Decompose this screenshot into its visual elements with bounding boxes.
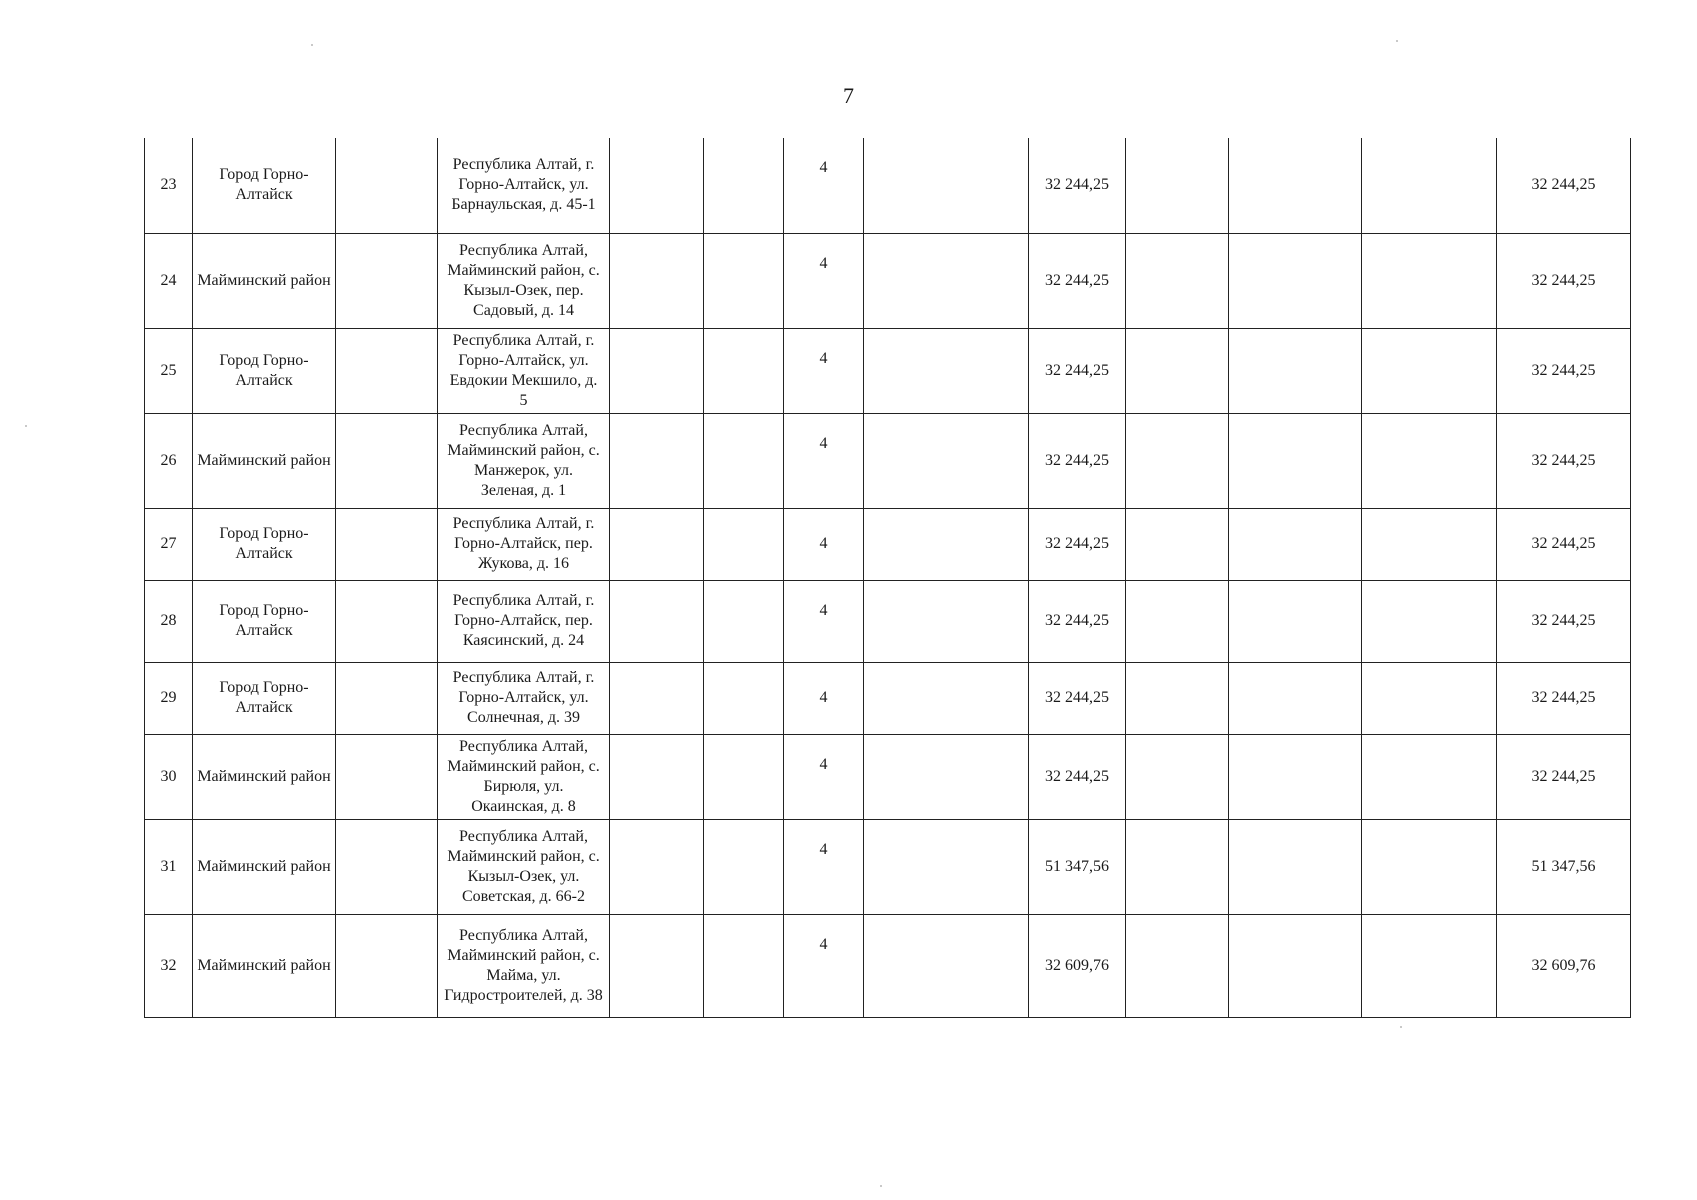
- table-row: [145, 662, 1631, 734]
- empty-cell: [610, 914, 704, 1017]
- address-cell: Республика Алтай, Майминский район, с. Кызыл-Озек, ул. Советская, д. 66-2: [438, 819, 610, 914]
- empty-cell: [864, 328, 1029, 413]
- empty-cell: [610, 819, 704, 914]
- municipality-cell: Город Горно-Алтайск: [193, 138, 336, 233]
- empty-cell: [864, 138, 1029, 233]
- table-row: [145, 328, 1631, 413]
- empty-cell: [1229, 819, 1362, 914]
- empty-cell: [1126, 233, 1229, 328]
- empty-cell: [1229, 662, 1362, 734]
- empty-cell: [704, 328, 784, 413]
- empty-cell: [704, 662, 784, 734]
- count-cell: 4: [784, 914, 864, 1017]
- total-cell: 32 244,25: [1497, 138, 1631, 233]
- empty-cell: [704, 580, 784, 662]
- address-cell: Республика Алтай, Майминский район, с. Кызыл-Озек, пер. Садовый, д. 14: [438, 233, 610, 328]
- scan-speck: [25, 425, 27, 427]
- scan-speck: [311, 44, 313, 46]
- row-index: 31: [145, 819, 193, 914]
- empty-cell: [1362, 508, 1497, 580]
- empty-cell: [704, 914, 784, 1017]
- total-cell: 32 244,25: [1497, 734, 1631, 819]
- total-cell: 32 244,25: [1497, 662, 1631, 734]
- row-index: 23: [145, 138, 193, 233]
- row-index: 30: [145, 734, 193, 819]
- empty-cell: [1229, 138, 1362, 233]
- table-row: [145, 914, 1631, 1017]
- table-row: [145, 413, 1631, 508]
- count-cell: 4: [784, 662, 864, 734]
- empty-cell: [864, 819, 1029, 914]
- empty-cell: [1362, 734, 1497, 819]
- address-cell: Республика Алтай, г. Горно-Алтайск, ул. Евдокии Мекшило, д. 5: [438, 328, 610, 413]
- empty-cell: [336, 138, 438, 233]
- empty-cell: [1126, 508, 1229, 580]
- empty-cell: [864, 508, 1029, 580]
- empty-cell: [610, 662, 704, 734]
- row-index: 32: [145, 914, 193, 1017]
- address-cell: Республика Алтай, Майминский район, с. Майма, ул. Гидростроителей, д. 38: [438, 914, 610, 1017]
- empty-cell: [610, 413, 704, 508]
- empty-cell: [610, 734, 704, 819]
- empty-cell: [704, 233, 784, 328]
- municipality-cell: Майминский район: [193, 914, 336, 1017]
- total-cell: 32 244,25: [1497, 580, 1631, 662]
- count-cell: 4: [784, 734, 864, 819]
- row-index: 29: [145, 662, 193, 734]
- empty-cell: [336, 508, 438, 580]
- municipality-cell: Майминский район: [193, 233, 336, 328]
- address-cell: Республика Алтай, Майминский район, с. Манжерок, ул. Зеленая, д. 1: [438, 413, 610, 508]
- empty-cell: [1126, 914, 1229, 1017]
- amount-cell: 32 244,25: [1029, 233, 1126, 328]
- empty-cell: [1362, 138, 1497, 233]
- empty-cell: [1362, 233, 1497, 328]
- empty-cell: [1362, 413, 1497, 508]
- empty-cell: [336, 734, 438, 819]
- scan-speck: [1400, 1026, 1402, 1028]
- amount-cell: 51 347,56: [1029, 819, 1126, 914]
- empty-cell: [336, 580, 438, 662]
- municipality-cell: Город Горно-Алтайск: [193, 580, 336, 662]
- address-cell: Республика Алтай, г. Горно-Алтайск, ул. Барнаульская, д. 45-1: [438, 138, 610, 233]
- empty-cell: [704, 734, 784, 819]
- empty-cell: [1229, 508, 1362, 580]
- empty-cell: [610, 233, 704, 328]
- empty-cell: [336, 233, 438, 328]
- empty-cell: [704, 819, 784, 914]
- count-cell: 4: [784, 819, 864, 914]
- scan-speck: [1396, 40, 1398, 42]
- empty-cell: [610, 138, 704, 233]
- empty-cell: [1126, 819, 1229, 914]
- empty-cell: [1126, 413, 1229, 508]
- empty-cell: [864, 914, 1029, 1017]
- row-index: 27: [145, 508, 193, 580]
- empty-cell: [864, 580, 1029, 662]
- total-cell: 32 244,25: [1497, 508, 1631, 580]
- empty-cell: [1126, 662, 1229, 734]
- empty-cell: [864, 734, 1029, 819]
- count-cell: 4: [784, 138, 864, 233]
- empty-cell: [704, 508, 784, 580]
- empty-cell: [336, 662, 438, 734]
- row-index: 24: [145, 233, 193, 328]
- total-cell: 32 609,76: [1497, 914, 1631, 1017]
- amount-cell: 32 244,25: [1029, 508, 1126, 580]
- empty-cell: [704, 138, 784, 233]
- address-cell: Республика Алтай, г. Горно-Алтайск, пер. Жукова, д. 16: [438, 508, 610, 580]
- empty-cell: [610, 580, 704, 662]
- municipality-cell: Город Горно-Алтайск: [193, 508, 336, 580]
- amount-cell: 32 244,25: [1029, 413, 1126, 508]
- empty-cell: [1362, 662, 1497, 734]
- row-index: 26: [145, 413, 193, 508]
- empty-cell: [1362, 328, 1497, 413]
- municipality-cell: Город Горно-Алтайск: [193, 328, 336, 413]
- table-row: [145, 233, 1631, 328]
- empty-cell: [1229, 413, 1362, 508]
- empty-cell: [1362, 819, 1497, 914]
- empty-cell: [1126, 328, 1229, 413]
- municipality-cell: Майминский район: [193, 734, 336, 819]
- table-row: [145, 508, 1631, 580]
- address-cell: Республика Алтай, г. Горно-Алтайск, пер. Каясинский, д. 24: [438, 580, 610, 662]
- page-number: 7: [843, 83, 854, 108]
- empty-cell: [1126, 734, 1229, 819]
- empty-cell: [336, 914, 438, 1017]
- municipality-cell: Город Горно-Алтайск: [193, 662, 336, 734]
- address-cell: Республика Алтай, Майминский район, с. Бирюля, ул. Окаинская, д. 8: [438, 734, 610, 819]
- empty-cell: [1229, 580, 1362, 662]
- amount-cell: 32 244,25: [1029, 662, 1126, 734]
- housing-registry-table: [144, 138, 1631, 1018]
- empty-cell: [1362, 580, 1497, 662]
- amount-cell: 32 244,25: [1029, 138, 1126, 233]
- table-row: [145, 734, 1631, 819]
- total-cell: 32 244,25: [1497, 233, 1631, 328]
- row-index: 28: [145, 580, 193, 662]
- empty-cell: [336, 328, 438, 413]
- table-row: [145, 580, 1631, 662]
- empty-cell: [864, 413, 1029, 508]
- amount-cell: 32 244,25: [1029, 580, 1126, 662]
- empty-cell: [1362, 914, 1497, 1017]
- empty-cell: [864, 662, 1029, 734]
- empty-cell: [336, 819, 438, 914]
- total-cell: 32 244,25: [1497, 328, 1631, 413]
- empty-cell: [1126, 580, 1229, 662]
- total-cell: 32 244,25: [1497, 413, 1631, 508]
- municipality-cell: Майминский район: [193, 413, 336, 508]
- table-row: [145, 819, 1631, 914]
- total-cell: 51 347,56: [1497, 819, 1631, 914]
- row-index: 25: [145, 328, 193, 413]
- empty-cell: [1229, 233, 1362, 328]
- table-row: [145, 138, 1631, 233]
- amount-cell: 32 244,25: [1029, 328, 1126, 413]
- empty-cell: [1229, 914, 1362, 1017]
- empty-cell: [610, 508, 704, 580]
- empty-cell: [336, 413, 438, 508]
- empty-cell: [704, 413, 784, 508]
- municipality-cell: Майминский район: [193, 819, 336, 914]
- scan-speck: [880, 1185, 882, 1187]
- count-cell: 4: [784, 328, 864, 413]
- empty-cell: [1229, 328, 1362, 413]
- empty-cell: [610, 328, 704, 413]
- count-cell: 4: [784, 413, 864, 508]
- empty-cell: [1229, 734, 1362, 819]
- amount-cell: 32 609,76: [1029, 914, 1126, 1017]
- empty-cell: [1126, 138, 1229, 233]
- address-cell: Республика Алтай, г. Горно-Алтайск, ул. Солнечная, д. 39: [438, 662, 610, 734]
- count-cell: 4: [784, 508, 864, 580]
- amount-cell: 32 244,25: [1029, 734, 1126, 819]
- empty-cell: [864, 233, 1029, 328]
- count-cell: 4: [784, 580, 864, 662]
- count-cell: 4: [784, 233, 864, 328]
